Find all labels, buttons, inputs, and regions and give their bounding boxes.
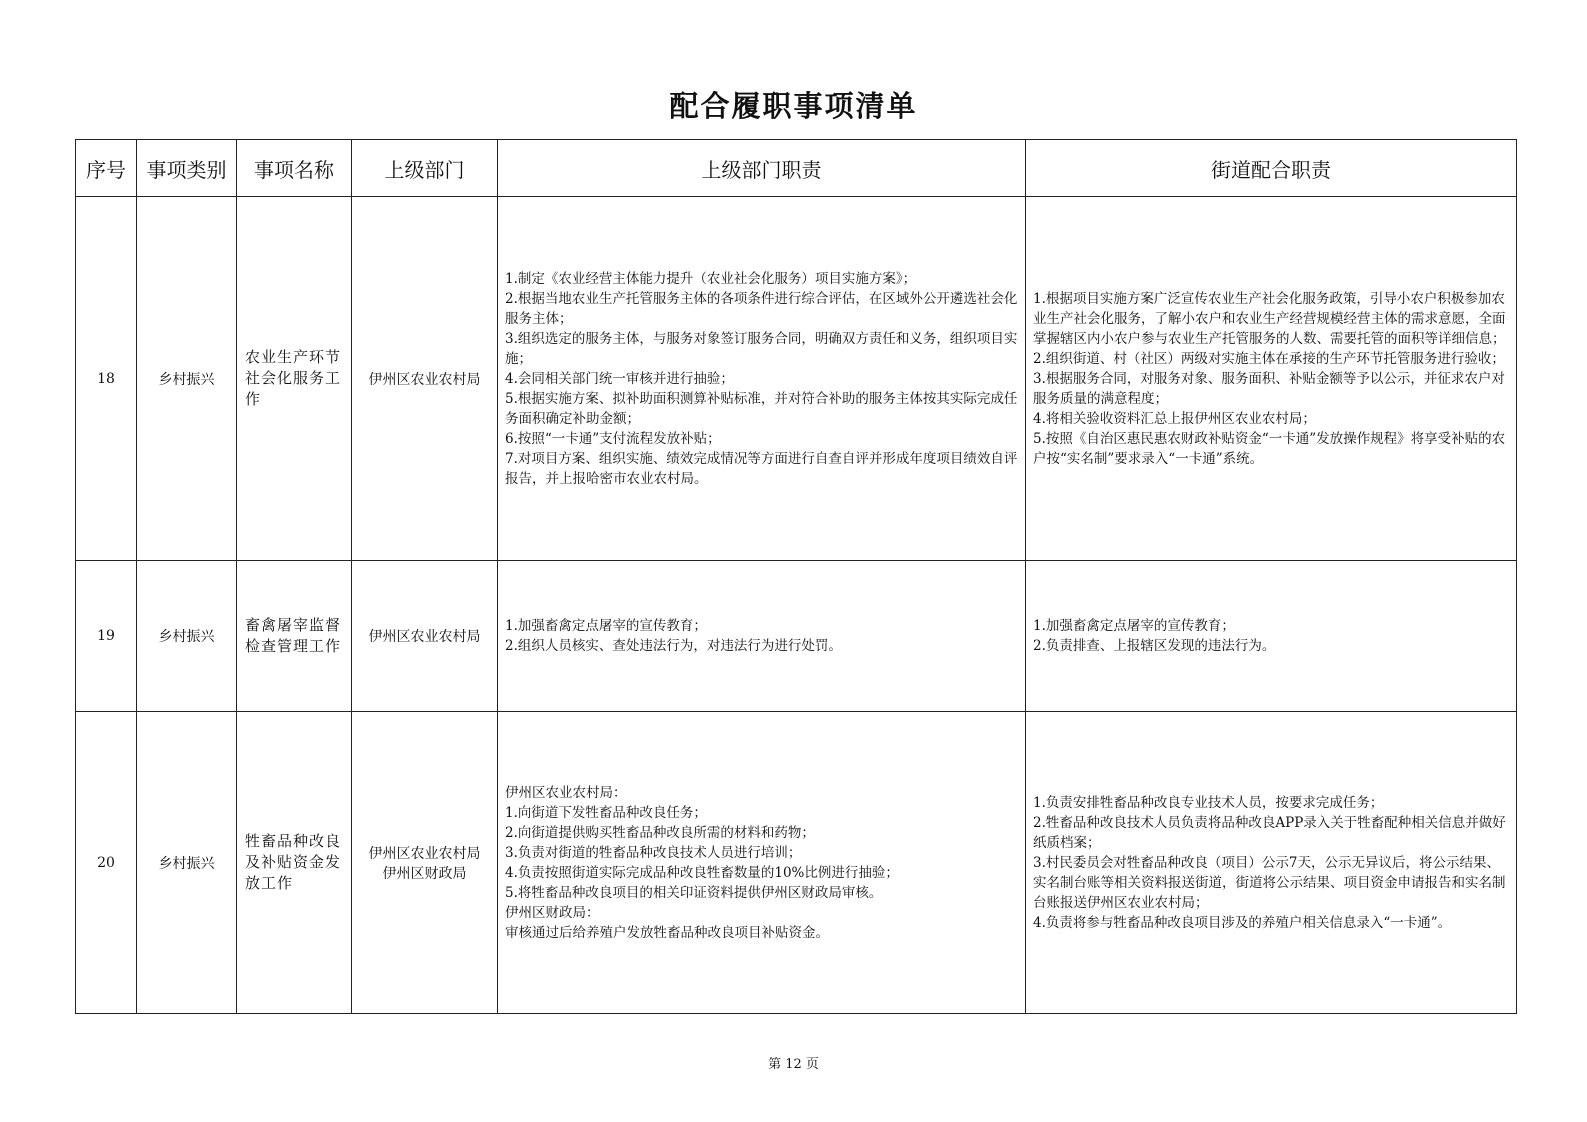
page-title: 配合履职事项清单 [669, 89, 918, 123]
row-no: 19 [76, 561, 137, 712]
page-number: 第 12 页 [768, 1057, 819, 1072]
dept-line: 伊州区农业农村局 [368, 845, 481, 862]
duty-line: 1.根据项目实施方案广泛宣传农业生产社会化服务政策，引导小农户积极参加农业生产社会化服务，了解小农户和农业生产经营规模经营主体的需求意愿，全面掌握辖区内小农户参与农业生产托管服务的人数、需要托管的面积等详细信息； [1033, 290, 1506, 347]
header-category: 事项类别 [137, 140, 237, 197]
table-row [76, 197, 1517, 561]
duty-line: 1.加强畜禽定点屠宰的宣传教育； [505, 618, 707, 634]
duty-line: 2.负责排查、上报辖区发现的违法行为。 [1033, 638, 1276, 654]
header-street-duties: 街道配合职责 [1026, 140, 1517, 197]
duty-line: 1.加强畜禽定点屠宰的宣传教育； [1033, 618, 1235, 634]
header-dept: 上级部门 [352, 140, 498, 197]
duty-line: 3.根据服务合同，对服务对象、服务面积、补贴金额等予以公示，并征求农户对服务质量的满意程度； [1033, 370, 1505, 407]
duty-line: 2.组织街道、村（社区）两级对实施主体在承接的生产环节托管服务进行验收； [1033, 350, 1505, 367]
table-header-row [76, 140, 1517, 197]
duty-line: 7.对项目方案、组织实施、绩效完成情况等方面进行自查自评并形成年度项目绩效自评报告，并上报哈密市农业农村局。 [505, 450, 1018, 487]
duty-line: 4.会同相关部门统一审核并进行抽验； [505, 370, 734, 387]
row-street-duties [1026, 712, 1517, 1014]
row-street-duties [1026, 561, 1517, 712]
duty-line: 伊州区财政局： [505, 904, 600, 921]
duty-line: 1.向街道下发牲畜品种改良任务； [505, 804, 707, 821]
dept-line: 伊州区财政局 [382, 865, 467, 882]
duty-line: 2.向街道提供购买牲畜品种改良所需的材料和药物； [505, 824, 815, 841]
duty-line: 2.牲畜品种改良技术人员负责将品种改良APP录入关于牲畜配种相关信息并做好纸质档案； [1033, 814, 1506, 851]
row-no: 18 [76, 197, 137, 561]
duties-table [75, 139, 1517, 1014]
duty-line: 3.组织选定的服务主体，与服务对象签订服务合同，明确双方责任和义务，组织项目实施； [505, 330, 1018, 367]
duty-line: 4.负责按照街道实际完成品种改良牲畜数量的10%比例进行抽验； [505, 864, 899, 881]
duty-line: 伊州区农业农村局： [505, 784, 627, 801]
row-item-name: 农业生产环节社会化服务工作 [237, 197, 352, 561]
duty-line: 审核通过后给养殖户发放牲畜品种改良项目补贴资金。 [505, 924, 829, 941]
row-dept [352, 561, 498, 712]
row-category: 乡村振兴 [137, 197, 237, 561]
duty-line: 2.根据当地农业生产托管服务主体的各项条件进行综合评估，在区域外公开遴选社会化服务主体； [505, 290, 1018, 327]
row-dept-duties [498, 712, 1026, 1014]
duty-line: 1.负责安排牲畜品种改良专业技术人员，按要求完成任务； [1033, 794, 1384, 811]
duty-line: 4.将相关验收资料汇总上报伊州区农业农村局； [1033, 410, 1316, 427]
dept-line: 伊州区农业农村局 [368, 371, 481, 388]
duty-line: 5.根据实施方案、拟补助面积测算补贴标准，并对符合补助的服务主体按其实际完成任务面积确定补助金额； [505, 390, 1018, 427]
header-no: 序号 [76, 140, 137, 197]
table-row [76, 561, 1517, 712]
header-name: 事项名称 [237, 140, 352, 197]
duty-line: 3.负责对街道的牲畜品种改良技术人员进行培训； [505, 844, 802, 861]
duty-line: 1.制定《农业经营主体能力提升（农业社会化服务）项目实施方案》； [505, 270, 917, 287]
duty-line: 2.组织人员核实、查处违法行为，对违法行为进行处罚。 [505, 638, 842, 654]
row-category: 乡村振兴 [137, 561, 237, 712]
duty-line: 6.按照“一卡通”支付流程发放补贴； [505, 430, 721, 447]
row-category: 乡村振兴 [137, 712, 237, 1014]
row-dept [352, 712, 498, 1014]
row-no: 20 [76, 712, 137, 1014]
row-dept-duties [498, 561, 1026, 712]
dept-line: 伊州区农业农村局 [368, 629, 481, 645]
row-dept [352, 197, 498, 561]
header-dept-duties: 上级部门职责 [498, 140, 1026, 197]
row-street-duties [1026, 197, 1517, 561]
duty-line: 4.负责将参与牲畜品种改良项目涉及的养殖户相关信息录入“一卡通”。 [1033, 914, 1452, 931]
duty-line: 5.将牲畜品种改良项目的相关印证资料提供伊州区财政局审核。 [505, 884, 883, 901]
table-row [76, 712, 1517, 1014]
row-item-name: 畜禽屠宰监督检查管理工作 [237, 561, 352, 712]
row-dept-duties [498, 197, 1026, 561]
duty-line: 3.村民委员会对牲畜品种改良（项目）公示7天，公示无异议后，将公示结果、实名制台账等相关资料报送街道，街道将公示结果、项目资金申请报告和实名制台账报送伊州区农业农村局； [1033, 854, 1506, 911]
duty-line: 5.按照《自治区惠民惠农财政补贴资金“一卡通”发放操作规程》将享受补贴的农户按“实名制”要求录入“一卡通”系统。 [1033, 430, 1506, 467]
row-item-name: 牲畜品种改良及补贴资金发放工作 [237, 712, 352, 1014]
